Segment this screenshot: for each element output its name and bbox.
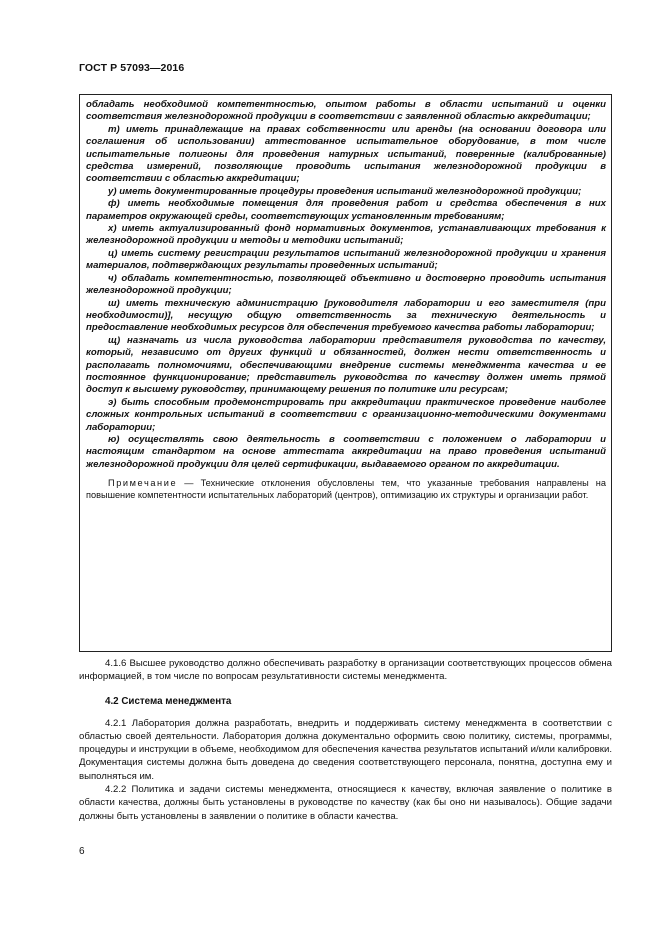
note-text: — Технические отклонения обусловлены тем, что указанные требования направлены на повышение компетентности испытательных лабораторий (центров), оптимизацию их структуры и организации работ. (86, 478, 606, 501)
box-paragraph: ф) иметь необходимые помещения для проведения работ и средства обеспечения в них параметров окружающей среды, соответствующих установленным требованиям; (86, 198, 606, 222)
box-paragraph: х) иметь актуализированный фонд нормативных документов, устанавливающих требования к железнодорожной продукции и методы и методики испытаний; (86, 223, 606, 247)
clause-4-2-1: 4.2.1 Лаборатория должна разработать, внедрить и поддерживать систему менеджмента в соответствии с областью своей деятельности. Лаборатория должна документально оформить свою политику, системы, программы, процедуры и инструкции в объеме, необходимом для обеспечения качества результатов испытаний и/или калибровки. Документация системы должна быть доведена до сведения соответствующего персонала, понятна, доступна ему и выполняться им. (79, 717, 612, 782)
box-paragraph: щ) назначать из числа руководства лаборатории представителя руководства по качеству, который, независимо от других функций и обязанностей, должен нести ответственность и располагать полномочиями, обеспечивающими внедрение системы менеджмента качества и ее постоянное функционирование; представитель руководства по качеству должен иметь прямой доступ к высшему руководству, принимающему решения по политике или ресурсам; (86, 334, 606, 396)
main-text (79, 657, 612, 823)
box-paragraph: т) иметь принадлежащие на правах собственности или аренды (на основании договора или соглашения об использовании) аттестованное испытательное оборудование, в том числе испытательные полигоны для проведения натурных испытаний, поверенные (калиброванные) средства измерений, позволяющие проводить испытания железнодорожной продукции в соответствии с областью аккредитации; (86, 123, 606, 185)
document-header: ГОСТ Р 57093—2016 (79, 62, 185, 74)
note (86, 477, 606, 501)
box-paragraph: обладать необходимой компетентностью, опытом работы в области испытаний и оценки соответствия железнодорожной продукции в соответствии с заявленной областью аккредитации; (86, 99, 606, 123)
page-number: 6 (79, 846, 85, 857)
box-paragraph: у) иметь документированные процедуры проведения испытаний железнодорожной продукции; (108, 185, 582, 197)
box-paragraph: э) быть способным продемонстрировать при аккредитации практическое проведение наиболее сложных контрольных испытаний в соответствии с организационно-методическими документами лаборатории; (86, 396, 606, 433)
box-paragraph: ч) обладать компетентностью, позволяющей объективно и достоверно проводить испытания железнодорожной продукции; (86, 272, 606, 297)
box-paragraph: ю) осуществлять свою деятельность в соответствии с положением о лаборатории и настоящим стандартом на основе аттестата аккредитации на право проведения испытаний железнодорожной продукции для целей сертификации, выдаваемого органом по аккредитации. (86, 433, 606, 470)
clause-4-1-6: 4.1.6 Высшее руководство должно обеспечивать разработку в организации соответствующих процессов обмена информацией, в том числе по вопросам результативности системы менеджмента. (79, 658, 612, 683)
section-heading-4-2: 4.2 Система менеджмента (105, 695, 232, 707)
note-label: Примечание (108, 478, 178, 489)
box-paragraph: ц) иметь систему регистрации результатов испытаний железнодорожной продукции и хранения материалов, подтверждающих результаты проведенных испытаний; (86, 247, 606, 272)
box-paragraph: ш) иметь техническую администрацию [руководителя лаборатории и его заместителя (при необходимости)], несущую общую ответственность за техническую деятельность и предоставление необходимых ресурсов для обеспечения требуемого качества работы лаборатории; (86, 297, 606, 334)
clause-4-2-2: 4.2.2 Политика и задачи системы менеджмента, относящиеся к качеству, включая заявление о политике в области качества, должны быть установлены в руководстве по качеству (как бы оно ни называлось). Общие задачи должны быть установлены в заявлении о политике в области качества. (79, 784, 612, 822)
bordered-text-block (79, 94, 612, 652)
